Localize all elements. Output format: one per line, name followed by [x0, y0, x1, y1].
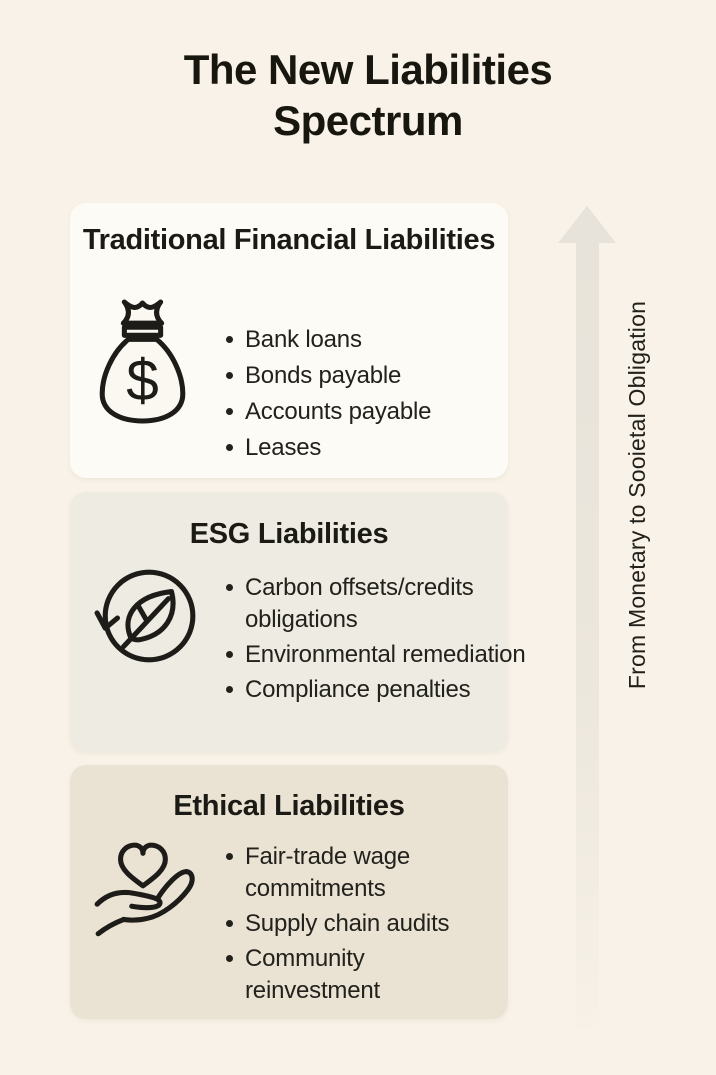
arrow-up-icon: [558, 206, 616, 243]
svg-text:$: $: [126, 347, 159, 413]
eco-cycle-leaf-icon: [93, 562, 201, 670]
bullet-list: [225, 572, 527, 709]
card-esg: [70, 492, 526, 752]
card-title: Traditional Financial Liabilities: [82, 224, 496, 256]
card-ethical: [70, 765, 508, 1019]
bullet-item: Supply chain audits: [225, 908, 477, 940]
bullet-item: Fair-trade wage commitments: [225, 841, 477, 905]
hand-heart-icon: [90, 839, 202, 949]
money-bag-icon: [94, 297, 191, 426]
card-title: Ethical Liabilities: [173, 790, 405, 822]
bullet-item: Accounts payable: [225, 394, 495, 430]
card-traditional-financial: [70, 203, 508, 478]
bullet-item: Bonds payable: [225, 358, 495, 394]
bullet-item: Environmental remediation: [225, 639, 527, 671]
bullet-item: Community reinvestment: [225, 943, 477, 1007]
bullet-list: [225, 322, 495, 466]
axis-label: From Monetary to Sooietal Obligation: [624, 300, 650, 690]
card-title: ESG Liabilities: [189, 518, 389, 550]
bullet-list: [225, 841, 477, 1010]
bullet-item: Compliance penalties: [225, 674, 527, 706]
bullet-item: Leases: [225, 430, 495, 466]
arrow-shaft: [576, 241, 599, 1041]
bullet-item: Bank loans: [225, 322, 495, 358]
page-title: The New Liabilities Spectrum: [183, 46, 553, 145]
bullet-item: Carbon offsets/credits obligations: [225, 572, 527, 636]
